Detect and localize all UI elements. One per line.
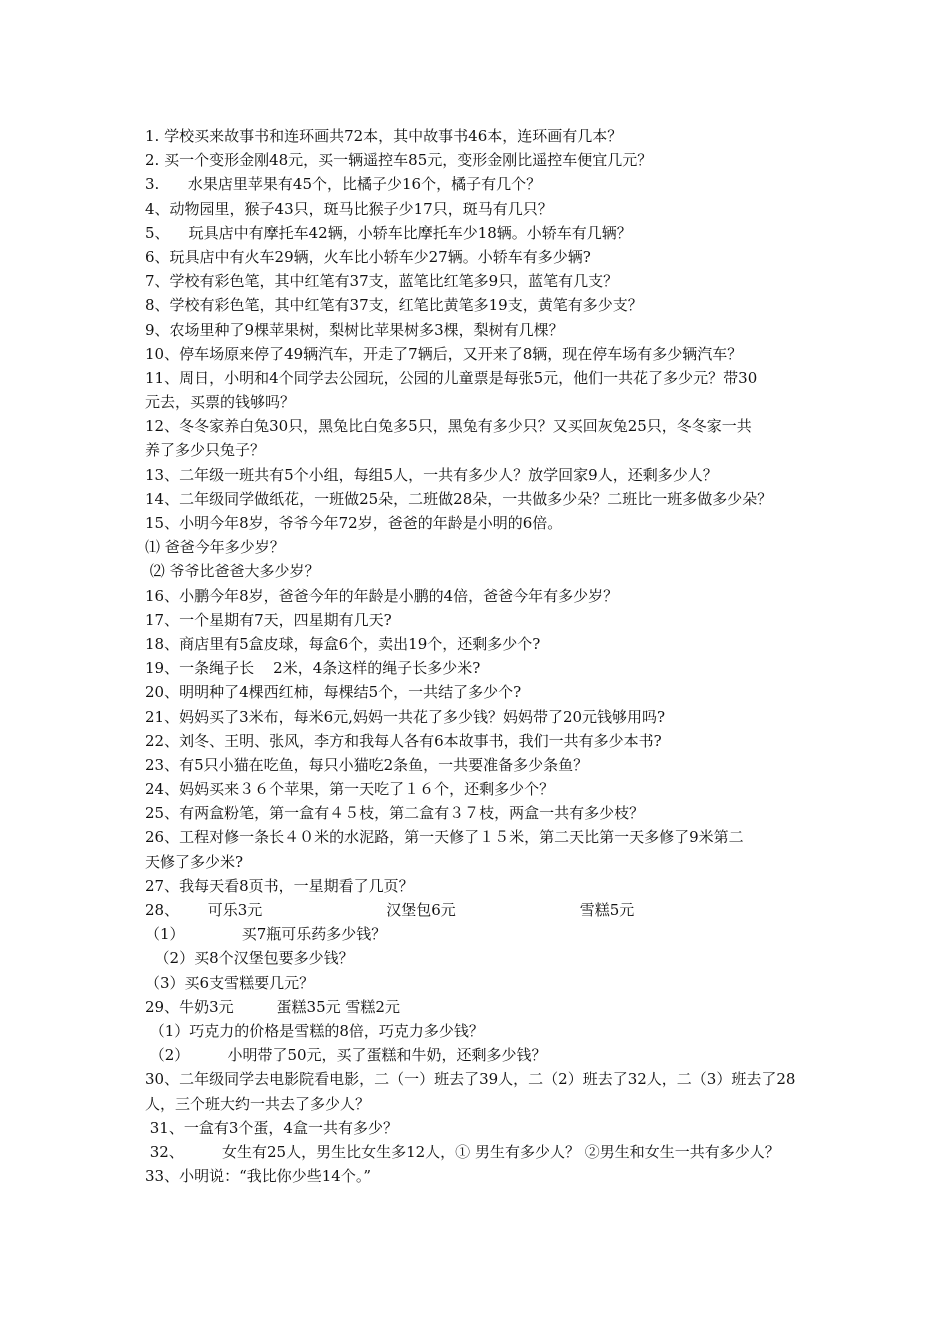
text-line: 元去，买票的钱够吗？ bbox=[145, 393, 296, 412]
text-line: ⑵ 爷爷比爸爸大多少岁？ bbox=[145, 562, 320, 581]
text-line: 21、妈妈买了3米布，每米6元,妈妈一共花了多少钱？妈妈带了20元钱够用吗? bbox=[145, 707, 666, 726]
text-line: 11、周日，小明和4个同学去公园玩，公园的儿童票是每张5元，他们一共花了多少元？带30 bbox=[145, 368, 758, 387]
text-line: 2. 买一个变形金刚48元，买一辆遥控车85元，变形金刚比遥控车便宜几元？ bbox=[145, 151, 653, 170]
exercise-list bbox=[145, 124, 835, 1188]
text-line: 15、小明今年8岁，爷爷今年72岁，爸爸的年龄是小明的6倍。 bbox=[145, 514, 563, 532]
text-line: （2） 小明带了50元，买了蛋糕和牛奶，还剩多少钱？ bbox=[145, 1046, 547, 1065]
text-line: 14、二年级同学做纸花，一班做25朵，二班做28朵，一共做多少朵？二班比一班多做多少朵？ bbox=[145, 489, 773, 508]
text-line: 24、妈妈买来３６个苹果，第一天吃了１６个，还剩多少个？ bbox=[145, 780, 555, 799]
text-line: （2）买8个汉堡包要多少钱？ bbox=[145, 949, 354, 968]
text-line: ⑴ 爸爸今年多少岁？ bbox=[145, 538, 285, 557]
text-line: 17、一个星期有7天，四星期有几天? bbox=[145, 610, 392, 629]
text-line: 23、有5只小猫在吃鱼，每只小猫吃2条鱼，一共要准备多少条鱼？ bbox=[145, 755, 589, 774]
text-line: 18、商店里有5盒皮球，每盒6个，卖出19个，还剩多少个? bbox=[145, 634, 541, 653]
text-line: 25、有两盒粉笔，第一盒有４５枝，第二盒有３７枝，两盒一共有多少枝？ bbox=[145, 804, 645, 823]
text-line: 人，三个班大约一共去了多少人？ bbox=[145, 1094, 371, 1113]
text-line: 12、冬冬家养白兔30只，黑兔比白兔多5只，黑兔有多少只？又买回灰兔25只，冬冬家一共 bbox=[145, 417, 752, 436]
text-line: （1）巧克力的价格是雪糕的8倍，巧克力多少钱？ bbox=[145, 1021, 484, 1040]
text-line: 天修了多少米? bbox=[145, 852, 244, 871]
text-line: 26、工程对修一条长４０米的水泥路，第一天修了１５米，第二天比第一天多修了9米第二 bbox=[145, 828, 744, 847]
text-line: 7、学校有彩色笔，其中红笔有37支，蓝笔比红笔多9只，蓝笔有几支？ bbox=[145, 272, 619, 291]
text-line: 31、一盒有3个蛋，4盒一共有多少？ bbox=[145, 1118, 398, 1137]
text-line: 29、牛奶3元 蛋糕35元 雪糕2元 bbox=[145, 997, 400, 1016]
text-line: 20、明明种了4棵西红柿，每棵结5个，一共结了多少个? bbox=[145, 683, 522, 702]
text-line: 19、一条绳子长 2米，4条这样的绳子长多少米? bbox=[145, 659, 481, 678]
text-line: （1） 买7瓶可乐药多少钱？ bbox=[145, 925, 387, 944]
text-line: 30、二年级同学去电影院看电影，二（一）班去了39人，二（2）班去了32人，二（3）班去了28 bbox=[145, 1070, 796, 1089]
text-line: 16、小鹏今年8岁，爸爸今年的年龄是小鹏的4倍，爸爸今年有多少岁？ bbox=[145, 586, 619, 605]
text-line: 32、 女生有25人，男生比女生多12人，① 男生有多少人？ ②男生和女生一共有多少人？ bbox=[145, 1142, 780, 1161]
text-line: 13、二年级一班共有5个小组，每组5人，一共有多少人？放学回家9人，还剩多少人？ bbox=[145, 465, 718, 484]
text-line: 33、小明说：“我比你少些14个。” bbox=[145, 1167, 372, 1186]
text-line: 1. 学校买来故事书和连环画共72本，其中故事书46本，连环画有几本？ bbox=[145, 127, 623, 145]
text-line: 4、动物园里，猴子43只，斑马比猴子少17只，斑马有几只？ bbox=[145, 199, 553, 218]
text-line: 8、学校有彩色笔，其中红笔有37支，红笔比黄笔多19支，黄笔有多少支？ bbox=[145, 296, 643, 315]
text-line: 27、我每天看8页书，一星期看了几页？ bbox=[145, 876, 414, 895]
text-line: 5、 玩具店中有摩托车42辆，小轿车比摩托车少18辆。小轿车有几辆？ bbox=[145, 223, 632, 242]
text-line: 22、刘冬、王明、张风，李方和我每人各有6本故事书，我们一共有多少本书? bbox=[145, 731, 662, 750]
text-line: 6、玩具店中有火车29辆，火车比小轿车少27辆。小轿车有多少辆? bbox=[145, 247, 591, 266]
text-line: 10、停车场原来停了49辆汽车，开走了7辆后，又开来了8辆，现在停车场有多少辆汽车？ bbox=[145, 344, 743, 363]
text-line: 28、 可乐3元 汉堡包6元 雪糕5元 bbox=[145, 901, 635, 919]
text-line: 3. 水果店里苹果有45个，比橘子少16个，橘子有几个？ bbox=[145, 175, 542, 194]
text-line: 9、农场里种了9棵苹果树，梨树比苹果树多3棵，梨树有几棵？ bbox=[145, 320, 564, 339]
text-line: 养了多少只兔子？ bbox=[145, 441, 266, 460]
text-line: （3）买6支雪糕要几元？ bbox=[145, 973, 315, 992]
